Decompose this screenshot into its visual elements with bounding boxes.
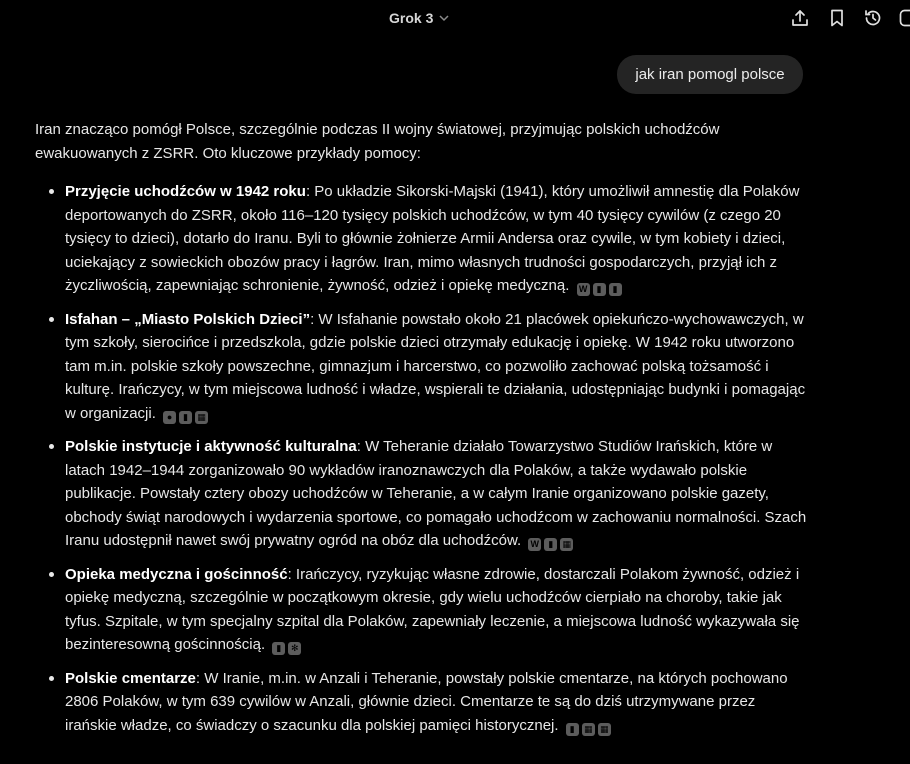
point-text: : W Isfahanie powstało około 21 placówek opiekuńczo-wychowawczych, w tym szkoły, sierocińce i przedszkola, gdzie polskie dzieci otrzymały edukację i opiekę. W 1942 roku utworzono tam m.in. polskie szkoły powszechne, gimnazjum i harcerstwo, co pozwoliło zachować polską tożsamość i kulturę. Irańczycy, w tym miejscowa ludność i władze, wspierali te działania, udostępniając budynki i pomagając w organizacji.: [65, 310, 806, 422]
source-icon[interactable]: W: [528, 538, 541, 551]
source-icon[interactable]: ●: [163, 411, 176, 424]
source-icon[interactable]: ▦: [582, 723, 595, 736]
list-item: [65, 563, 810, 657]
list-item: [65, 180, 810, 298]
share-icon[interactable]: [789, 7, 811, 29]
point-text: : W Teheranie działało Towarzystwo Studiów Irańskich, które w latach 1942–1944 zorganizowało 90 wykładów iranoznawczych dla Polaków, a także wydawało polskie publikacje. Powstały cztery obozy uchodźców w Teheranie, a w całym Iranie organizowano polskie gazety, obchody świąt narodowych i wydarzenia sportowe, co pomagało uchodźcom w zachowaniu normalności. Szach Iranu udostępnił nawet swój prywatny ogród na obóz dla uchodźców.: [65, 438, 807, 549]
source-icon[interactable]: ▮: [566, 723, 579, 736]
list-item: [65, 435, 810, 553]
point-title: Polskie instytucje i aktywność kulturalna: [65, 438, 357, 455]
user-message-text: jak iran pomogl polsce: [635, 66, 785, 83]
point-text: : Irańczycy, ryzykując własne zdrowie, dostarczali Polakom żywność, odzież i opiekę medyczną, szczególnie w początkowym okresie, gdy wielu uchodźców cierpiało na choroby, takie jak tyfus. Szpitale, w tym specjalny szpital dla Polaków, zapewniały leczenie, a miejscowa ludność wykazywała się bezinteresowną gościnnością.: [65, 565, 800, 653]
model-selector[interactable]: [389, 8, 450, 28]
model-label: Grok 3: [389, 10, 434, 26]
edit-icon[interactable]: [897, 7, 910, 29]
assistant-answer: [35, 118, 810, 747]
bookmark-icon[interactable]: [826, 7, 848, 29]
user-message-bubble: [617, 55, 803, 94]
point-text: : Po układzie Sikorski-Majski (1941), który umożliwił amnestię dla Polaków deportowanych do ZSRR, około 116–120 tysięcy polskich uchodźców, w tym 40 tysięcy cywilów (z czego 20 tysięcy to dzieci), dotarło do Iranu. Byli to głównie żołnierze Armii Andersa oraz cywile, w tym kobiety i dzieci, uciekający z sowieckich obozów pracy i łagrów. Iran, mimo własnych trudności gospodarczych, przyjął ich z życzliwością, zapewniając schronienie, żywność, odzież i opiekę medyczną.: [65, 183, 800, 294]
point-title: Przyjęcie uchodźców w 1942 roku: [65, 183, 306, 200]
source-icon[interactable]: ▮: [609, 283, 622, 296]
source-icon[interactable]: ▮: [272, 642, 285, 655]
source-icon[interactable]: ▮: [593, 283, 606, 296]
point-text: : W Iranie, m.in. w Anzali i Teheranie, powstały polskie cmentarze, na których pochowano 2806 Polaków, w tym 639 cywilów w Anzali, głównie dzieci. Cmentarze te są do dziś utrzymywane przez irańskie władze, co świadczy o szacunku dla polskiej pamięci historycznej.: [65, 669, 788, 734]
source-icon[interactable]: ▮: [179, 411, 192, 424]
source-icon[interactable]: ▦: [195, 411, 208, 424]
list-item: [65, 667, 810, 738]
point-title: Isfahan – „Miasto Polskich Dzieci”: [65, 310, 311, 328]
point-title: Opieka medyczna i gościnność: [65, 565, 288, 583]
source-icon[interactable]: ▦: [598, 723, 611, 736]
top-bar: [0, 0, 910, 36]
history-icon[interactable]: [862, 7, 884, 29]
source-icon[interactable]: ✻: [288, 642, 301, 655]
answer-intro: Iran znacząco pomógł Polsce, szczególnie podczas II wojny światowej, przyjmując polskich uchodźców ewakuowanych z ZSRR. Oto kluczowe przykłady pomocy:: [35, 121, 720, 162]
chevron-down-icon: [438, 12, 450, 24]
source-icon[interactable]: ▦: [560, 538, 573, 551]
source-icon[interactable]: W: [577, 283, 590, 296]
source-icon[interactable]: ▮: [544, 538, 557, 551]
point-title: Polskie cmentarze: [65, 669, 196, 687]
answer-points-list: [35, 180, 810, 737]
list-item: [65, 308, 810, 426]
